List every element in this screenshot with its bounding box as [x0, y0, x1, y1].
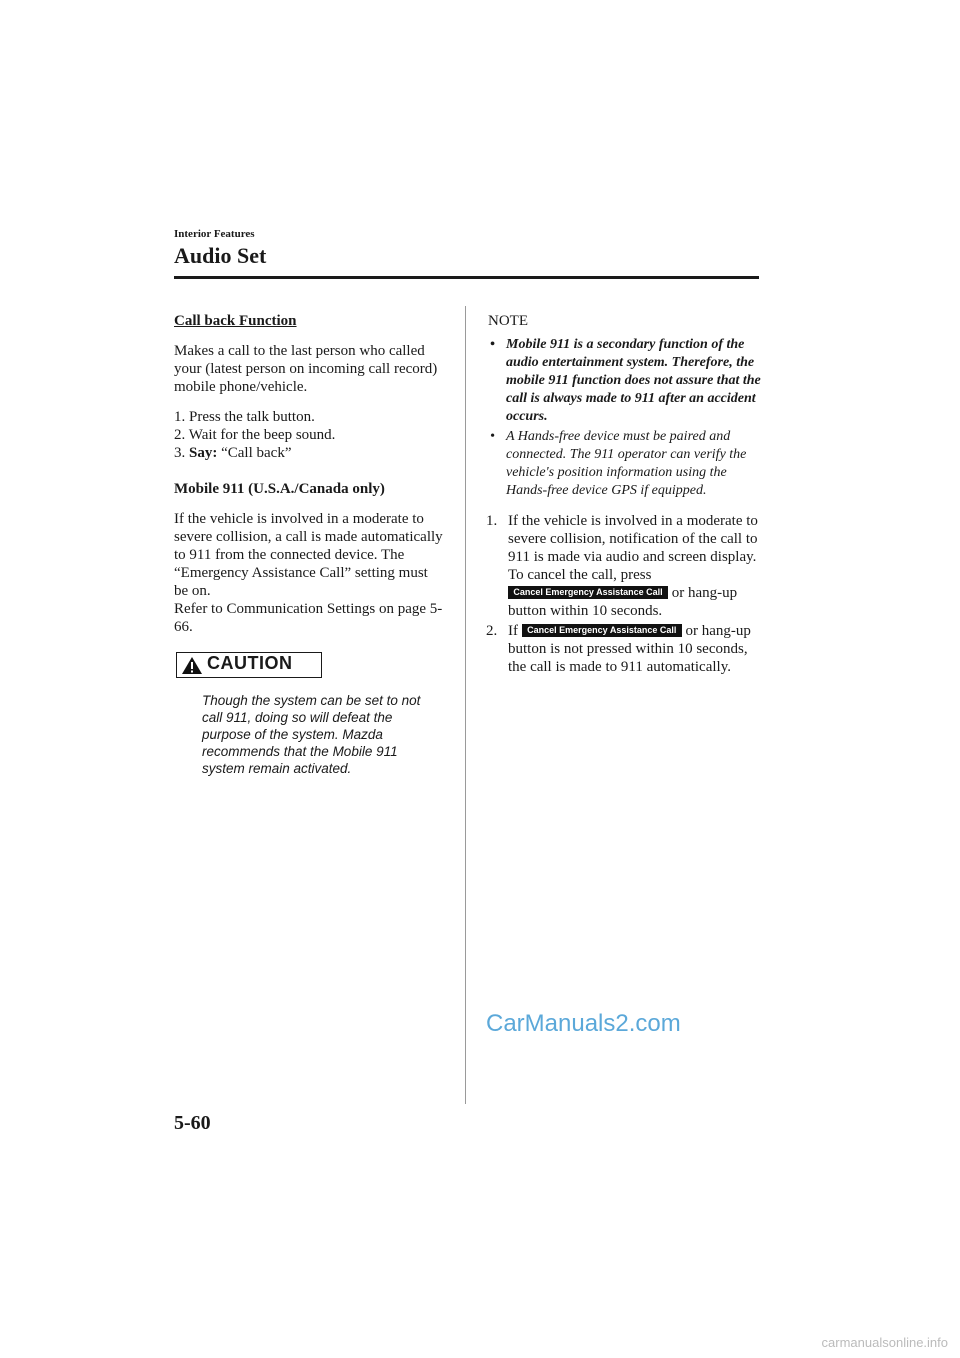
- callback-description: Makes a call to the last person who called your (latest person on incoming call record) mobile phone/vehicle.: [174, 343, 438, 395]
- watermark: CarManuals2.com: [486, 1010, 681, 1037]
- step-item: [174, 426, 444, 444]
- step-text: “Call back”: [217, 445, 292, 461]
- note-item: [486, 428, 762, 500]
- mobile911-heading: Mobile 911 (U.S.A./Canada only): [174, 481, 385, 497]
- title-rule: [174, 276, 759, 279]
- right-column: [486, 312, 762, 678]
- caution-label: CAUTION: [207, 653, 293, 673]
- say-label: Say:: [189, 445, 218, 461]
- section-label: Interior Features: [174, 228, 255, 240]
- step-number: 1.: [486, 513, 498, 529]
- mobile911-reference: Refer to Communication Settings on page 5-66.: [174, 601, 443, 635]
- step-text: Wait for the beep sound.: [188, 427, 336, 443]
- mobile911-description: If the vehicle is involved in a moderate to severe collision, a call is made automatically to 911 from the connected device. The “Emergency Assistance Call” setting must be on.: [174, 511, 443, 599]
- step-number: 1.: [174, 409, 186, 425]
- procedure-step: [486, 622, 762, 676]
- column-divider: [465, 306, 466, 1104]
- procedure-list: [486, 512, 762, 676]
- caution-text: Though the system can be set to not call 911, doing so will defeat the purpose of the system. Mazda recommends that the Mobile 911 system remain activated.: [202, 693, 421, 776]
- bullet: •: [490, 337, 495, 352]
- callback-steps: [174, 408, 444, 462]
- step-number: 2.: [174, 427, 186, 443]
- step-text: Press the talk button.: [189, 409, 315, 425]
- note-item: [486, 336, 762, 426]
- note-text: Mobile 911 is a secondary function of the audio entertainment system. Therefore, the mobile 911 function does not assure that the call is always made to 911 after an accident occurs.: [506, 337, 761, 424]
- cancel-emergency-call-button: Cancel Emergency Assistance Call: [508, 586, 668, 599]
- procedure-step: [486, 512, 762, 620]
- step-number: 2.: [486, 623, 498, 639]
- step-item: [174, 444, 444, 462]
- step-text: If the vehicle is involved in a moderate to severe collision, notification of the call to 911 is made via audio and screen display. To cancel the call, press: [508, 513, 758, 583]
- site-mark: carmanualsonline.info: [821, 1335, 948, 1350]
- note-label: NOTE: [488, 313, 528, 329]
- caution-banner: [176, 652, 322, 678]
- step-text-tail: or hang-up button is not pressed within 10 seconds, the call is made to 911 automatically.: [508, 623, 751, 675]
- callback-heading: Call back Function: [174, 313, 297, 329]
- step-text-tail: or hang-up button within 10 seconds.: [508, 585, 738, 619]
- step-item: [174, 408, 444, 426]
- step-number: 3.: [174, 445, 186, 461]
- warning-triangle-icon: [181, 656, 203, 675]
- left-column: [174, 312, 444, 777]
- bullet: •: [490, 429, 495, 444]
- step-text: If: [508, 623, 522, 639]
- page-number: 5-60: [174, 1112, 211, 1134]
- section-title: Audio Set: [174, 243, 267, 268]
- note-text: A Hands-free device must be paired and connected. The 911 operator can verify the vehicle's position information using the Hands-free device GPS if equipped.: [506, 429, 747, 498]
- cancel-emergency-call-button: Cancel Emergency Assistance Call: [522, 624, 682, 637]
